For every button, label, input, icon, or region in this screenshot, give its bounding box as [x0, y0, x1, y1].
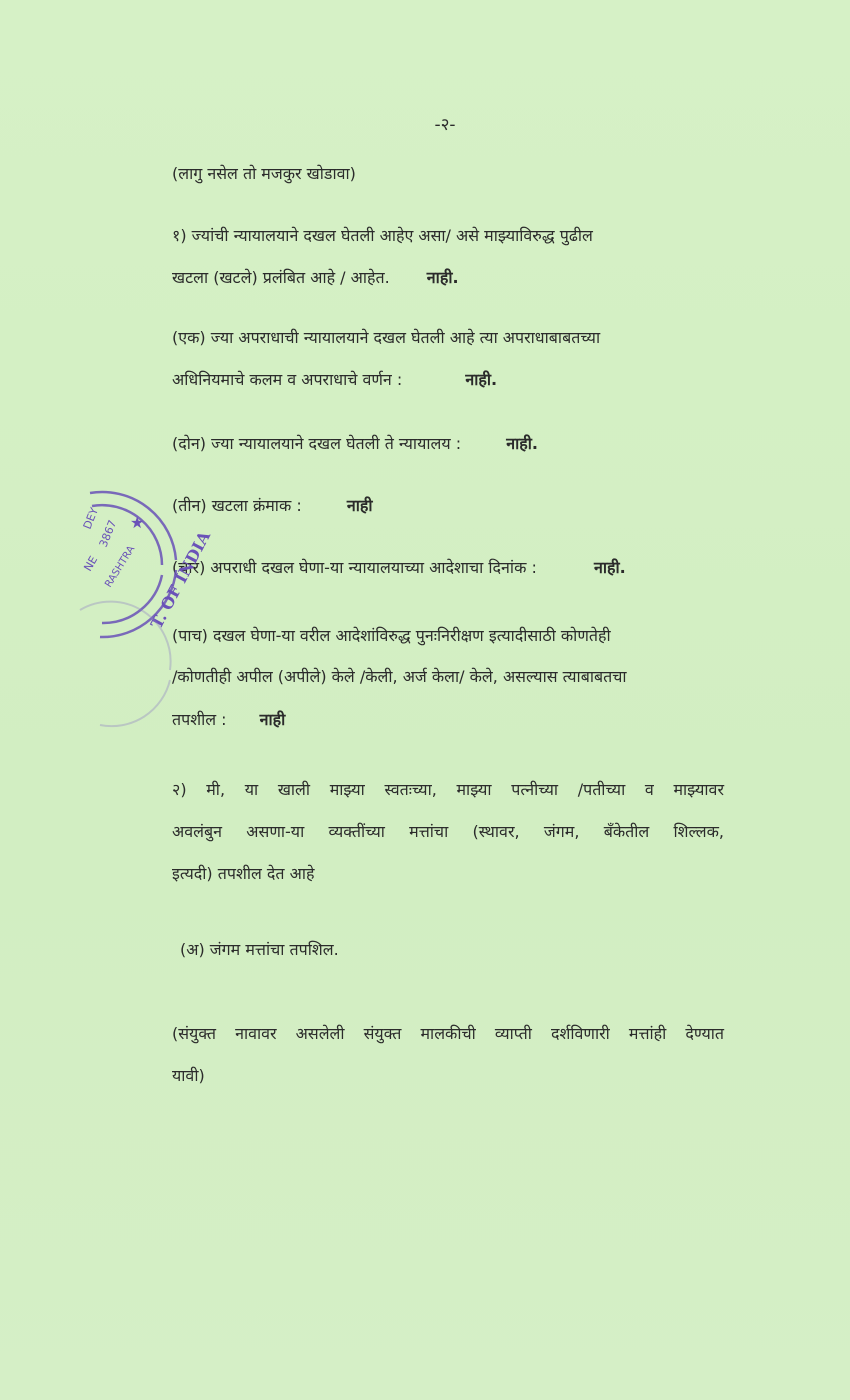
ek-line2-text: अधिनियमाचे कलम व अपराधाचे वर्णन :	[172, 370, 403, 389]
item1-line1: १) ज्यांची न्यायालयाने दखल घेतली आहेए असा/ असे माझ्याविरुद्ध पुढील	[172, 226, 593, 245]
char-text: (चार) अपराधी दखल घेणा-या न्यायालयाच्या आदेशाचा दिनांक :	[172, 558, 537, 577]
faint-stamp-impression	[60, 600, 180, 730]
stamp-india-text: T. OF INDIA	[146, 527, 215, 632]
item2-line1: २) मी, या खाली माझ्या स्वतःच्या, माझ्या पत्नीच्या /पतीच्या व माझ्यावर	[172, 780, 724, 799]
item1-answer: नाही.	[426, 268, 459, 287]
stamp-inner-text-2: 3867	[96, 518, 120, 550]
ek-answer: नाही.	[465, 370, 498, 389]
pach-line1: (पाच) दखल घेणा-या वरील आदेशांविरुद्ध पुनःनिरीक्षण इत्यादीसाठी कोणतेही	[172, 626, 611, 645]
pach-line2: /कोणतीही अपील (अपीले) केले /केली, अर्ज केला/ केले, असल्यास त्याबाबतचा	[172, 667, 627, 686]
don-answer: नाही.	[506, 434, 538, 453]
ek-line1: (एक) ज्या अपराधाची न्यायालयाने दखल घेतली आहे त्या अपराधाबाबतच्या	[172, 328, 601, 347]
don-line	[172, 432, 538, 454]
item1-line2	[172, 266, 459, 288]
pach-line3-text: तपशील :	[172, 710, 227, 729]
stamp-inner-text-1: DEY	[80, 505, 102, 532]
char-answer: नाही.	[593, 558, 626, 577]
note-line1: (संयुक्त नावावर असलेली संयुक्त मालकीची व्याप्ती दर्शविणारी मत्तांही देण्यात	[172, 1024, 724, 1043]
teen-text: (तीन) खटला क्रंमाक :	[172, 496, 302, 515]
pach-line3	[172, 708, 285, 730]
item2-line3: इत्यदी) तपशील देत आहे	[172, 864, 315, 883]
stamp-star: ★	[130, 513, 145, 532]
stamp-inner-text-4: RASHTRA	[103, 544, 138, 590]
instruction-text: (लागु नसेल तो मजकुर खोडावा)	[172, 164, 356, 183]
char-line	[172, 556, 626, 578]
item2-line2: अवलंबुन असणा-या व्यक्तींच्या मत्तांचा (स्थावर, जंगम, बॅंकेतील शिल्लक,	[172, 822, 724, 841]
page-number: -२-	[434, 115, 456, 135]
pach-answer: नाही	[259, 710, 286, 729]
note-line2: यावी)	[172, 1066, 205, 1085]
stamp-inner-text-3: NE	[81, 553, 101, 574]
teen-answer: नाही	[346, 496, 373, 515]
item1-line2-text: खटला (खटले) प्रलंबित आहे / आहेत.	[172, 268, 390, 287]
don-text: (दोन) ज्या न्यायालयाने दखल घेतली ते न्यायालय :	[172, 434, 462, 453]
teen-line	[172, 494, 372, 516]
a-heading: (अ) जंगम मत्तांचा तपशिल.	[180, 940, 339, 959]
ek-line2	[172, 368, 497, 390]
